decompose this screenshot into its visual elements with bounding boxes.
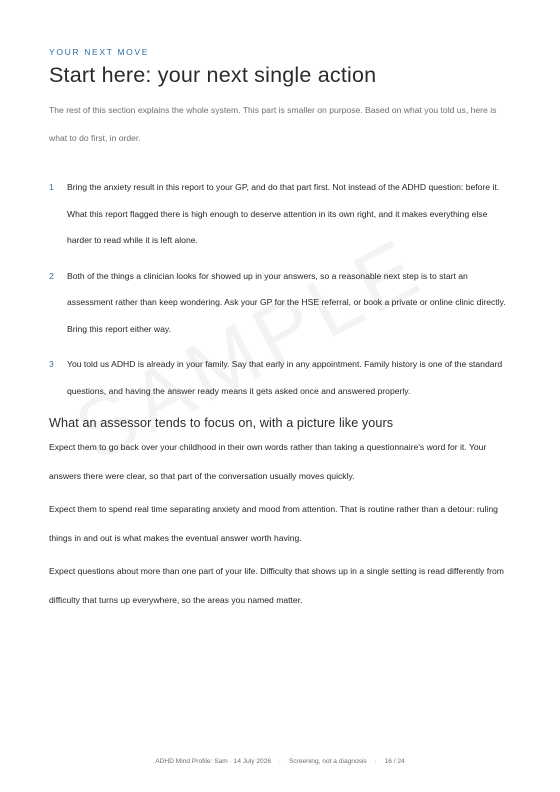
section-intro: The rest of this section explains the whole system. This part is smaller on purpose. Based on what you told us, here is what to do first, in order. (49, 105, 497, 143)
list-item (49, 351, 513, 404)
main-content (49, 46, 513, 619)
footer-disclaimer: Screening, not a diagnosis (288, 758, 367, 765)
step-number: 1 (49, 182, 54, 192)
page-footer (0, 757, 560, 767)
assessor-paragraph: Expect them to spend real time separating anxiety and mood from attention. That is routine rather than a detour: ruling things in and out is what makes the eventual answer worth having. (49, 504, 498, 543)
page-number: 16 / 24 (384, 758, 405, 765)
footer-document-label: ADHD Mind Profile: Sam · 14 July 2026 (155, 758, 272, 765)
list-item (49, 174, 513, 254)
section-eyebrow: YOUR NEXT MOVE (49, 47, 150, 57)
step-text: You told us ADHD is already in your family. Say that early in any appointment. Family history is one of the standard questions, and having the answer ready means it gets asked once and answered properly. (67, 359, 503, 396)
page-title: Start here: your next single action (49, 63, 377, 87)
footer-separator: · (278, 758, 282, 765)
assessor-heading: What an assessor tends to focus on, with a picture like yours (49, 416, 394, 430)
step-text: Bring the anxiety result in this report to your GP, and do that part first. Not instead of the ADHD question: before it. What this report flagged there is high enough to deserve attention in its own right, and it makes everything else harder to read while it is left alone. (67, 182, 500, 245)
action-steps-list (49, 174, 513, 404)
list-item (49, 263, 513, 343)
step-number: 2 (49, 270, 54, 281)
step-number: 3 (49, 359, 54, 369)
assessor-paragraph: Expect them to go back over your childhood in their own words rather than taking a questionnaire's word for it. Your answers there were clear, so that part of the conversation usually moves quickly. (49, 442, 487, 481)
assessor-paragraph: Expect questions about more than one part of your life. Difficulty that shows up in a single setting is read differently from difficulty that turns up everywhere, so the areas you named matter. (49, 566, 504, 605)
step-text: Both of the things a clinician looks for showed up in your answers, so a reasonable next step is to start an assessment rather than keep wondering. Ask your GP for the HSE referral, or book a private or online clinic directly. Bring this report either way. (67, 270, 506, 334)
footer-separator: · (374, 758, 377, 765)
